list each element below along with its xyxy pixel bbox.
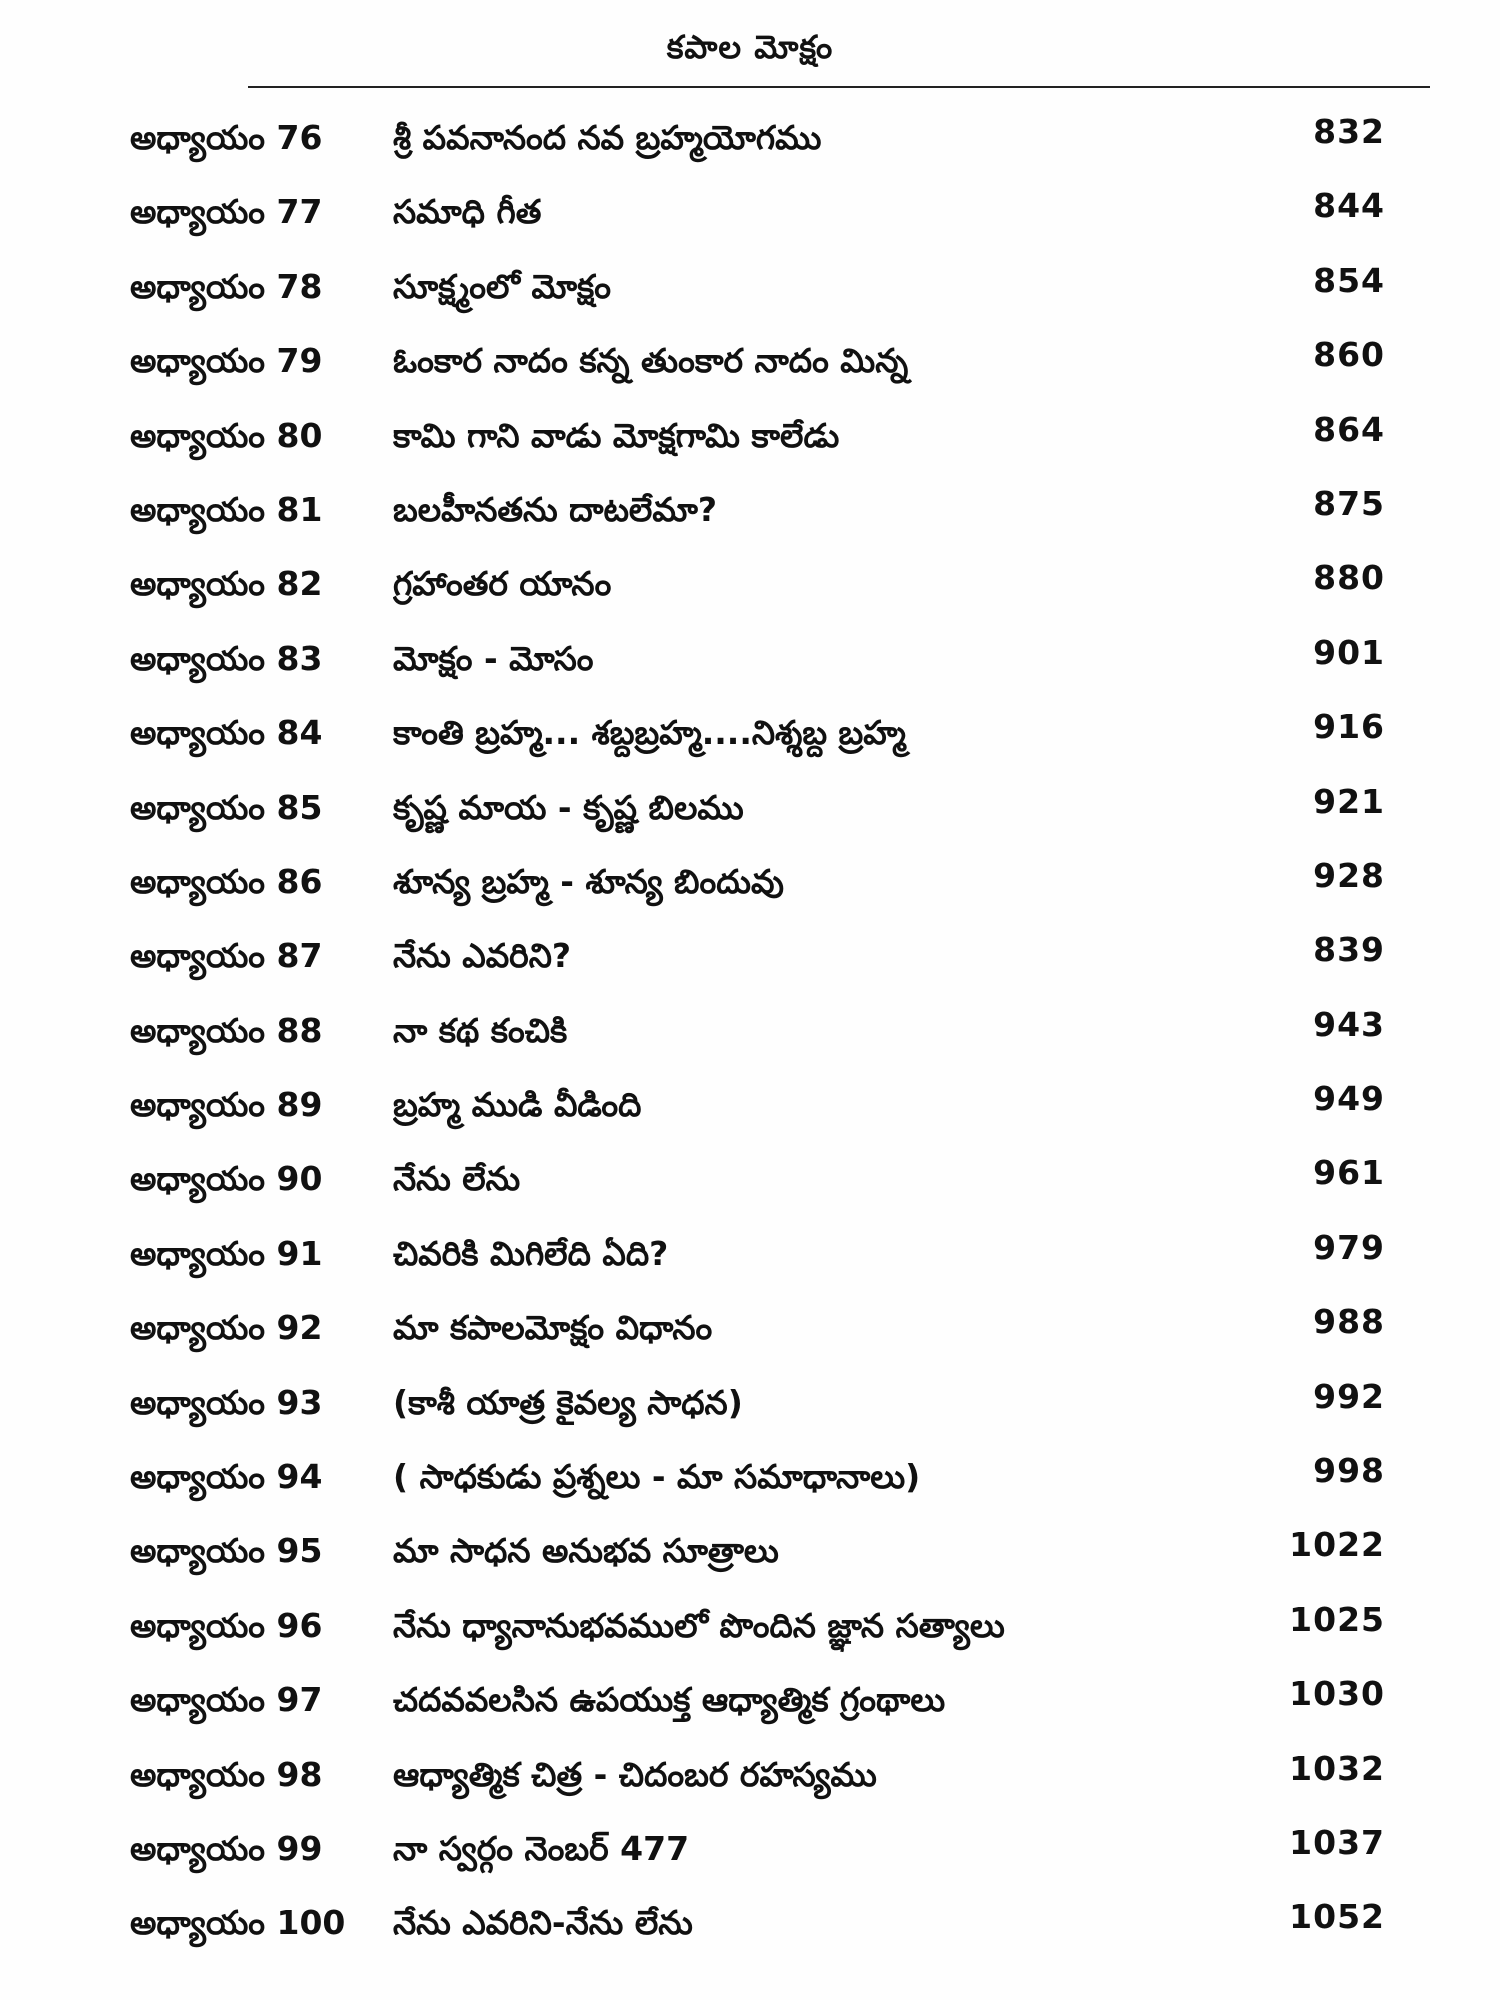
- header-rule: [248, 86, 1430, 88]
- chapter-page-number: 943: [1313, 1004, 1385, 1044]
- chapter-page-number: 880: [1313, 558, 1385, 598]
- chapter-title: ఓంకార నాదం కన్న తుంకార నాదం మిన్న: [393, 341, 909, 381]
- toc-entry: [0, 930, 1500, 1004]
- toc-entry: [0, 1302, 1500, 1376]
- chapter-number: అధ్యాయం 86: [130, 861, 323, 901]
- toc-entry: [0, 1674, 1500, 1748]
- chapter-page-number: 844: [1313, 186, 1385, 226]
- chapter-title: బ్రహ్మ ముడి వీడింది: [393, 1085, 642, 1125]
- chapter-number: అధ్యాయం 96: [130, 1605, 323, 1645]
- toc-entry: [0, 707, 1500, 781]
- chapter-number: అధ్యాయం 79: [130, 341, 323, 381]
- chapter-number: అధ్యాయం 82: [130, 564, 323, 604]
- chapter-page-number: 860: [1313, 335, 1385, 375]
- chapter-page-number: 1022: [1289, 1525, 1385, 1565]
- toc-entry: [0, 1005, 1500, 1079]
- chapter-title: శ్రీ పవనానంద నవ బ్రహ్మయోగము: [393, 118, 822, 157]
- chapter-number: అధ్యాయం 83: [130, 638, 323, 678]
- toc-entry: [0, 1749, 1500, 1823]
- chapter-title: మోక్షం - మోసం: [393, 638, 594, 678]
- toc-entry: [0, 1600, 1500, 1674]
- chapter-number: అధ్యాయం 100: [130, 1903, 346, 1943]
- chapter-page-number: 1032: [1289, 1748, 1385, 1788]
- table-of-contents: [0, 112, 1500, 1972]
- chapter-number: అధ్యాయం 98: [130, 1754, 323, 1794]
- chapter-title: చదవవలసిన ఉపయుక్త ఆధ్యాత్మిక గ్రంథాలు: [393, 1680, 946, 1720]
- chapter-page-number: 854: [1313, 260, 1385, 300]
- chapter-number: అధ్యాయం 84: [130, 713, 323, 753]
- chapter-title: మా సాధన అనుభవ సూత్రాలు: [393, 1531, 779, 1571]
- chapter-title: సూక్ష్మంలో మోక్షం: [393, 266, 611, 306]
- chapter-page-number: 901: [1313, 632, 1385, 672]
- chapter-title: ( సాధకుడు ప్రశ్నలు - మా సమాధానాలు): [393, 1457, 921, 1497]
- chapter-title: నేను ధ్యానానుభవములో పొందిన జ్ఞాన సత్యాలు: [393, 1605, 1005, 1645]
- chapter-page-number: 864: [1313, 409, 1385, 449]
- toc-entry: [0, 484, 1500, 558]
- chapter-page-number: 832: [1313, 112, 1385, 151]
- chapter-number: అధ్యాయం 77: [130, 192, 323, 232]
- chapter-page-number: 979: [1313, 1227, 1385, 1267]
- toc-entry: [0, 1897, 1500, 1971]
- chapter-page-number: 1037: [1289, 1822, 1385, 1862]
- chapter-page-number: 839: [1313, 930, 1385, 970]
- chapter-number: అధ్యాయం 93: [130, 1382, 323, 1422]
- chapter-number: అధ్యాయం 85: [130, 787, 323, 827]
- chapter-page-number: 1025: [1289, 1599, 1385, 1639]
- chapter-number: అధ్యాయం 87: [130, 936, 323, 976]
- toc-entry: [0, 782, 1500, 856]
- chapter-number: అధ్యాయం 80: [130, 415, 323, 455]
- chapter-number: అధ్యాయం 94: [130, 1457, 323, 1497]
- chapter-title: చివరికి మిగిలేది ఏది?: [393, 1233, 669, 1273]
- chapter-title: నేను లేను: [393, 1159, 521, 1199]
- chapter-number: అధ్యాయం 97: [130, 1680, 323, 1720]
- toc-entry: [0, 335, 1500, 409]
- toc-entry: [0, 1228, 1500, 1302]
- chapter-number: అధ్యాయం 92: [130, 1308, 323, 1348]
- chapter-title: సమాధి గీత: [393, 192, 542, 232]
- chapter-page-number: 992: [1313, 1376, 1385, 1416]
- chapter-title: నా స్వర్గం నెంబర్ 477: [393, 1828, 690, 1868]
- chapter-number: అధ్యాయం 78: [130, 266, 323, 306]
- toc-entry: [0, 633, 1500, 707]
- chapter-title: కాంతి బ్రహ్మ... శబ్దబ్రహ్మ....నిశ్శబ్ద బ్రహ్మ: [393, 713, 906, 753]
- chapter-number: అధ్యాయం 88: [130, 1010, 323, 1050]
- chapter-title: కామి గాని వాడు మోక్షగామి కాలేడు: [393, 415, 840, 455]
- toc-entry: [0, 1451, 1500, 1525]
- chapter-title: నా కథ కంచికి: [393, 1010, 568, 1050]
- chapter-number: అధ్యాయం 99: [130, 1828, 323, 1868]
- chapter-title: నేను ఎవరిని-నేను లేను: [393, 1903, 693, 1943]
- chapter-title: ఆధ్యాత్మిక చిత్ర - చిదంబర రహస్యము: [393, 1754, 877, 1794]
- chapter-page-number: 916: [1313, 707, 1385, 747]
- toc-entry: [0, 186, 1500, 260]
- chapter-title: నేను ఎవరిని?: [393, 936, 572, 976]
- chapter-page-number: 1052: [1289, 1897, 1385, 1937]
- toc-entry: [0, 1377, 1500, 1451]
- chapter-number: అధ్యాయం 81: [130, 489, 323, 529]
- toc-entry: [0, 1525, 1500, 1599]
- chapter-page-number: 1030: [1289, 1674, 1385, 1714]
- chapter-title: గ్రహాంతర యానం: [393, 564, 612, 604]
- chapter-page-number: 949: [1313, 1079, 1385, 1119]
- toc-entry: [0, 1079, 1500, 1153]
- chapter-title: శూన్య బ్రహ్మ - శూన్య బిందువు: [393, 861, 784, 901]
- chapter-number: అధ్యాయం 89: [130, 1085, 323, 1125]
- toc-entry: [0, 558, 1500, 632]
- chapter-number: అధ్యాయం 95: [130, 1531, 323, 1571]
- chapter-page-number: 921: [1313, 781, 1385, 821]
- toc-entry: [0, 856, 1500, 930]
- chapter-page-number: 928: [1313, 855, 1385, 895]
- chapter-number: అధ్యాయం 76: [130, 118, 323, 157]
- toc-entry: [0, 1153, 1500, 1227]
- chapter-page-number: 961: [1313, 1153, 1385, 1193]
- toc-entry: [0, 410, 1500, 484]
- chapter-title: కృష్ణ మాయ - కృష్ణ బిలము: [393, 787, 744, 827]
- running-head: కపాల మోక్షం: [666, 28, 834, 66]
- chapter-title: (కాశీ యాత్ర కైవల్య సాధన): [393, 1382, 743, 1422]
- toc-entry: [0, 261, 1500, 335]
- chapter-page-number: 875: [1313, 483, 1385, 523]
- chapter-page-number: 988: [1313, 1302, 1385, 1342]
- chapter-number: అధ్యాయం 90: [130, 1159, 323, 1199]
- chapter-page-number: 998: [1313, 1451, 1385, 1491]
- chapter-number: అధ్యాయం 91: [130, 1233, 323, 1273]
- toc-entry: [0, 112, 1500, 186]
- chapter-title: మా కపాలమోక్షం విధానం: [393, 1308, 713, 1348]
- chapter-title: బలహీనతను దాటలేమా?: [393, 489, 717, 529]
- toc-entry: [0, 1823, 1500, 1897]
